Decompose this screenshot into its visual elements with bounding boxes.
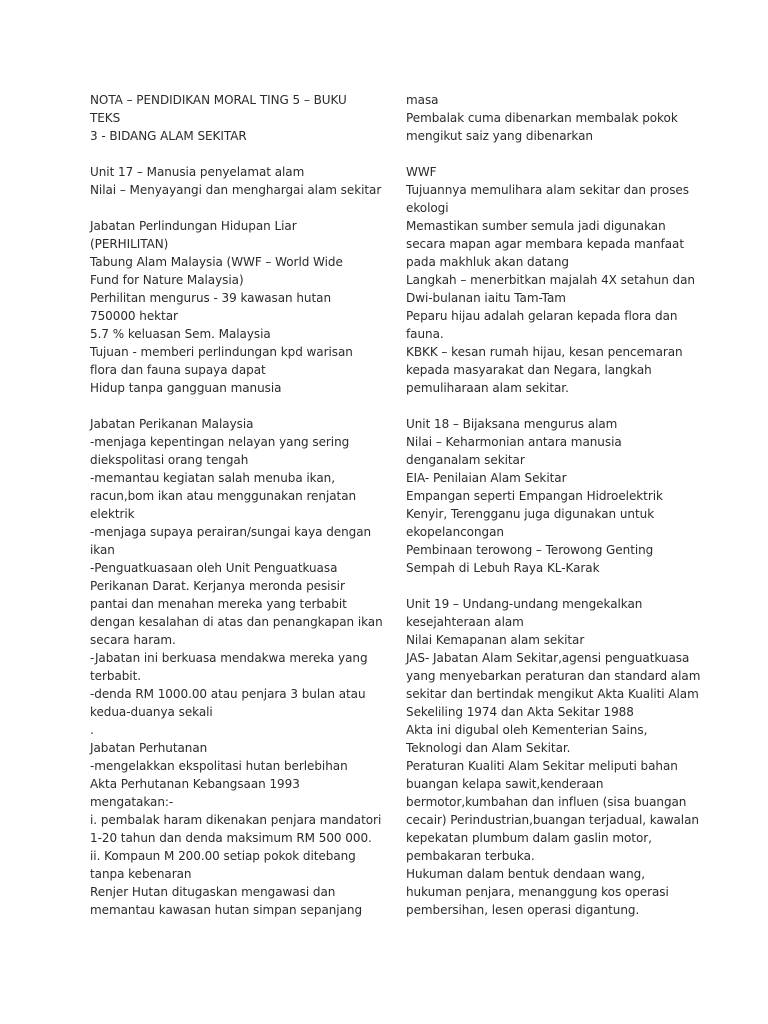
text-line: elektrik [90, 507, 135, 521]
text-line: Tabung Alam Malaysia (WWF – World Wide [90, 255, 343, 269]
text-line: ekopelancongan [406, 525, 504, 539]
text-line: Jabatan Perhutanan [90, 741, 208, 755]
text-line: TEKS [90, 111, 121, 125]
text-line: denganalam sekitar [406, 453, 525, 467]
text-line: Tujuan - memberi perlindungan kpd warisan [90, 345, 353, 359]
text-line: Nilai – Menyayangi dan menghargai alam sekitar [90, 183, 382, 197]
text-line: yang menyebarkan peraturan dan standard alam [406, 669, 701, 683]
text-line: Nilai – Keharmonian antara manusia [406, 435, 622, 449]
text-line: pantai dan menahan mereka yang terbabit [90, 597, 347, 611]
text-line: Unit 17 – Manusia penyelamat alam [90, 165, 305, 179]
text-line: kedua-duanya sekali [90, 705, 213, 719]
text-line: Jabatan Perikanan Malaysia [90, 417, 254, 431]
text-line: (PERHILITAN) [90, 237, 169, 251]
text-line: pada makhluk akan datang [406, 255, 569, 269]
text-line: dengan kesalahan di atas dan penangkapan ikan [90, 615, 383, 629]
text-line: pemuliharaan alam sekitar. [406, 381, 569, 395]
text-line: Memastikan sumber semula jadi digunakan [406, 219, 666, 233]
text-line: terbabit. [90, 669, 142, 683]
text-line: -denda RM 1000.00 atau penjara 3 bulan atau [90, 687, 366, 701]
text-line: Kenyir, Terengganu juga digunakan untuk [406, 507, 655, 521]
text-line: JAS- Jabatan Alam Sekitar,agensi penguatkuasa [406, 651, 690, 665]
text-line: Perikanan Darat. Kerjanya meronda pesisir [90, 579, 345, 593]
text-line: 5.7 % keluasan Sem. Malaysia [90, 327, 271, 341]
text-line: -Jabatan ini berkuasa mendakwa mereka yang [90, 651, 368, 665]
text-line: Hidup tanpa gangguan manusia [90, 381, 282, 395]
text-line: Hukuman dalam bentuk dendaan wang, [406, 867, 645, 881]
text-line: i. pembalak haram dikenakan penjara mandatori [90, 813, 382, 827]
text-line: Teknologi dan Alam Sekitar. [406, 741, 571, 755]
text-line: Sempah di Lebuh Raya KL-Karak [406, 561, 600, 575]
text-line: kesejahteraan alam [406, 615, 524, 629]
text-line: secara mapan agar membara kepada manfaat [406, 237, 684, 251]
text-line: Perhilitan mengurus - 39 kawasan hutan [90, 291, 331, 305]
text-line: diekspolitasi orang tengah [90, 453, 249, 467]
text-line: Unit 18 – Bijaksana mengurus alam [406, 417, 618, 431]
text-line: pembakaran terbuka. [406, 849, 535, 863]
text-line: buangan kelapa sawit,kenderaan [406, 777, 604, 791]
text-line: NOTA – PENDIDIKAN MORAL TING 5 – BUKU [90, 93, 347, 107]
text-line: Pembinaan terowong – Terowong Genting [406, 543, 654, 557]
text-line: -mengelakkan ekspolitasi hutan berlebihan [90, 759, 348, 773]
text-line: Nilai Kemapanan alam sekitar [406, 633, 585, 647]
text-line [90, 397, 380, 415]
text-line: cecair) Perindustrian,buangan terjadual, kawalan [406, 813, 699, 827]
text-line: -memantau kegiatan salah menuba ikan, [90, 471, 335, 485]
text-line: ekologi [406, 201, 449, 215]
text-line: Renjer Hutan ditugaskan mengawasi dan [90, 885, 336, 899]
text-line: fauna. [406, 327, 444, 341]
text-line: ikan [90, 543, 115, 557]
text-line: racun,bom ikan atau menggunakan renjatan [90, 489, 357, 503]
text-line: Dwi-bulanan iaitu Tam-Tam [406, 291, 566, 305]
text-line [406, 145, 702, 163]
text-line: memantau kawasan hutan simpan sepanjang [90, 903, 363, 917]
text-line [406, 577, 702, 595]
text-line: Akta ini digubal oleh Kementerian Sains, [406, 723, 648, 737]
text-line: Akta Perhutanan Kebangsaan 1993 [90, 777, 300, 791]
text-line: sekitar dan bertindak mengikut Akta Kualiti Alam [406, 687, 699, 701]
text-line: Peraturan Kualiti Alam Sekitar meliputi bahan [406, 759, 678, 773]
text-line: hukuman penjara, menanggung kos operasi [406, 885, 669, 899]
text-line: secara haram. [90, 633, 176, 647]
text-line: KBKK – kesan rumah hijau, kesan pencemaran [406, 345, 683, 359]
text-line [90, 199, 380, 217]
text-line [90, 145, 380, 163]
text-line: -Penguatkuasaan oleh Unit Penguatkuasa [90, 561, 338, 575]
text-line: -menjaga kepentingan nelayan yang sering [90, 435, 350, 449]
right-text-column [406, 91, 702, 919]
text-line: 750000 hektar [90, 309, 178, 323]
text-line: Fund for Nature Malaysia) [90, 273, 244, 287]
left-text-column [90, 91, 383, 919]
text-line: mengatakan:- [90, 795, 174, 809]
text-line: Empangan seperti Empangan Hidroelektrik [406, 489, 663, 503]
text-line: -menjaga supaya perairan/sungai kaya dengan [90, 525, 372, 539]
text-line: tanpa kebenaran [90, 867, 192, 881]
text-line [406, 397, 702, 415]
text-line: Jabatan Perlindungan Hidupan Liar [90, 219, 297, 233]
text-line: Tujuannya memulihara alam sekitar dan proses [406, 183, 689, 197]
text-line: ii. Kompaun M 200.00 setiap pokok ditebang [90, 849, 356, 863]
text-line: kepada masyarakat dan Negara, langkah [406, 363, 652, 377]
text-line: pembersihan, lesen operasi digantung. [406, 903, 640, 917]
text-line: masa [406, 93, 439, 107]
text-line: Peparu hijau adalah gelaran kepada flora dan [406, 309, 678, 323]
text-line: flora dan fauna supaya dapat [90, 363, 266, 377]
text-line: Sekeliling 1974 dan Akta Sekitar 1988 [406, 705, 634, 719]
text-line: WWF [406, 165, 437, 179]
text-line: EIA- Penilaian Alam Sekitar [406, 471, 567, 485]
text-line: Unit 19 – Undang-undang mengekalkan [406, 597, 643, 611]
text-line: . [90, 723, 94, 737]
text-line: 1-20 tahun dan denda maksimum RM 500 000. [90, 831, 372, 845]
text-line: mengikut saiz yang dibenarkan [406, 129, 593, 143]
text-line: Pembalak cuma dibenarkan membalak pokok [406, 111, 678, 125]
text-line: Langkah – menerbitkan majalah 4X setahun dan [406, 273, 695, 287]
text-line: kepekatan plumbum dalam gaslin motor, [406, 831, 652, 845]
text-line: bermotor,kumbahan dan influen (sisa buangan [406, 795, 687, 809]
text-line: 3 - BIDANG ALAM SEKITAR [90, 129, 247, 143]
